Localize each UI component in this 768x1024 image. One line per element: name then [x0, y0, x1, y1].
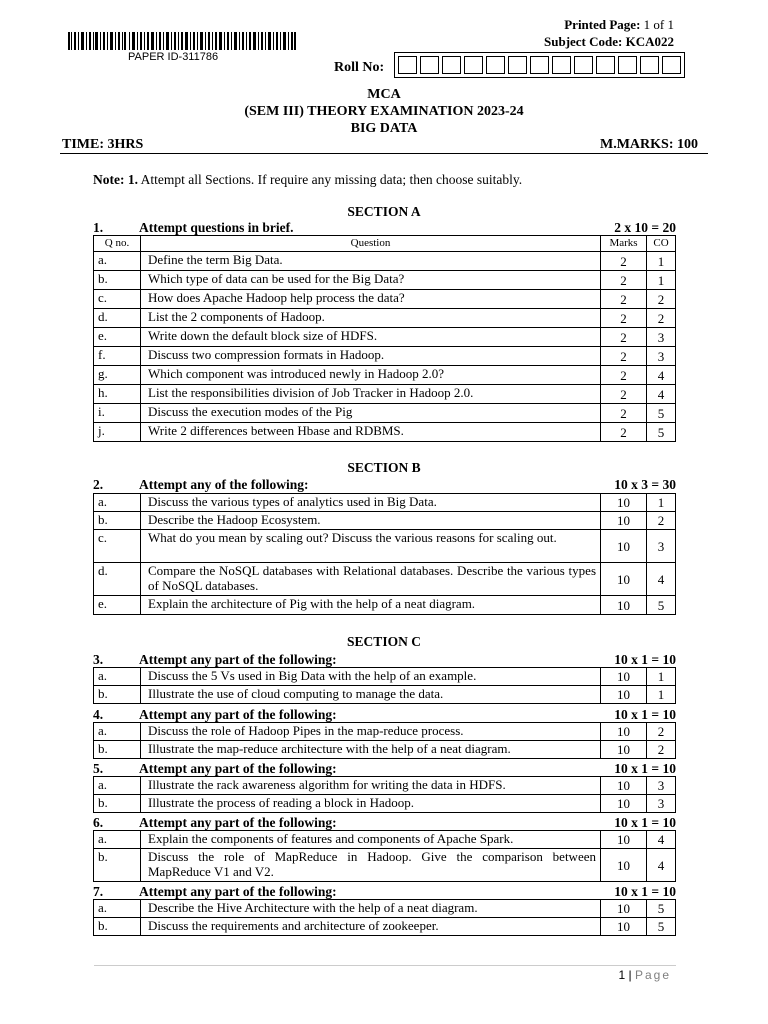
question-part: c.	[94, 290, 141, 309]
question-part-marks: 10	[601, 900, 647, 918]
roll-no-box[interactable]	[596, 56, 615, 74]
course-outcome: 2	[647, 741, 676, 759]
question-table	[93, 493, 676, 615]
subject-code-value: KCA022	[625, 34, 674, 49]
question-heading	[93, 477, 676, 493]
question-part: j.	[94, 423, 141, 442]
table-row	[94, 328, 676, 347]
column-header: Q no.	[94, 236, 141, 252]
question-text: Discuss the requirements and architecture of zookeeper.	[141, 918, 601, 936]
exam-time: TIME: 3HRS	[62, 137, 144, 152]
question-instruction: Attempt any part of the following:	[139, 815, 337, 830]
table-row	[94, 309, 676, 328]
question-part-marks: 2	[601, 347, 647, 366]
question-part: b.	[94, 512, 141, 530]
question-part: a.	[94, 831, 141, 849]
table-row	[94, 900, 676, 918]
table-row	[94, 795, 676, 813]
question-part: e.	[94, 328, 141, 347]
course-outcome: 3	[647, 347, 676, 366]
table-row	[94, 741, 676, 759]
roll-no-boxes	[394, 52, 685, 78]
question-number: 5.	[93, 761, 104, 776]
question-part-marks: 10	[601, 563, 647, 596]
question-part-marks: 10	[601, 849, 647, 882]
question-text: What do you mean by scaling out? Discuss the various reasons for scaling out.	[141, 530, 601, 563]
question-instruction: Attempt any part of the following:	[139, 761, 337, 776]
roll-no-box[interactable]	[464, 56, 483, 74]
question-instruction: Attempt any of the following:	[139, 477, 309, 492]
question-number: 3.	[93, 652, 104, 667]
question-number: 6.	[93, 815, 104, 830]
question-part-marks: 2	[601, 404, 647, 423]
question-part: b.	[94, 795, 141, 813]
question-text: How does Apache Hadoop help process the data?	[141, 290, 601, 309]
course-outcome: 4	[647, 831, 676, 849]
question-heading	[93, 652, 676, 668]
table-row	[94, 385, 676, 404]
question-part-marks: 10	[601, 918, 647, 936]
question-part-marks: 10	[601, 795, 647, 813]
question-part-marks: 10	[601, 777, 647, 795]
note-number: 1.	[127, 172, 138, 187]
roll-no-box[interactable]	[640, 56, 659, 74]
footer-separator: |	[628, 968, 632, 982]
question-instruction: Attempt any part of the following:	[139, 652, 337, 667]
course-outcome: 5	[647, 404, 676, 423]
question-part-marks: 10	[601, 512, 647, 530]
question-part-marks: 2	[601, 271, 647, 290]
question-part: g.	[94, 366, 141, 385]
table-row	[94, 290, 676, 309]
course-outcome: 4	[647, 563, 676, 596]
question-part-marks: 2	[601, 290, 647, 309]
question-heading	[93, 220, 676, 236]
question-part: d.	[94, 563, 141, 596]
question-part: e.	[94, 596, 141, 615]
question-text: Illustrate the map-reduce architecture with the help of a neat diagram.	[141, 741, 601, 759]
question-text: Describe the Hive Architecture with the help of a neat diagram.	[141, 900, 601, 918]
section-title: SECTION B	[347, 460, 421, 475]
question-part: a.	[94, 723, 141, 741]
course-outcome: 1	[647, 668, 676, 686]
printed-page-value: 1 of 1	[643, 17, 674, 32]
course-outcome: 4	[647, 849, 676, 882]
question-text: Discuss two compression formats in Hadoop.	[141, 347, 601, 366]
footer-page-label: Page	[634, 968, 671, 982]
roll-no-box[interactable]	[618, 56, 637, 74]
question-heading	[93, 761, 676, 777]
course-title: MCA	[367, 87, 401, 102]
footer-page-number: 1	[618, 968, 626, 982]
question-part-marks: 10	[601, 831, 647, 849]
column-header: Question	[141, 236, 601, 252]
course-outcome: 3	[647, 795, 676, 813]
roll-no-box[interactable]	[508, 56, 527, 74]
question-marks: 10 x 1 = 10	[614, 761, 676, 776]
question-text: Discuss the various types of analytics used in Big Data.	[141, 494, 601, 512]
course-outcome: 1	[647, 686, 676, 704]
question-text: Explain the components of features and components of Apache Spark.	[141, 831, 601, 849]
question-text: Discuss the execution modes of the Pig	[141, 404, 601, 423]
table-row	[94, 530, 676, 563]
question-text: Compare the NoSQL databases with Relational databases. Describe the various types of NoSQL databases.	[141, 563, 601, 596]
question-text: Discuss the role of Hadoop Pipes in the map-reduce process.	[141, 723, 601, 741]
question-part-marks: 2	[601, 385, 647, 404]
note-label: Note:	[93, 172, 125, 187]
course-outcome: 5	[647, 596, 676, 615]
table-row	[94, 723, 676, 741]
table-row	[94, 777, 676, 795]
course-outcome: 2	[647, 723, 676, 741]
question-instruction: Attempt questions in brief.	[139, 220, 294, 235]
question-part-marks: 10	[601, 494, 647, 512]
roll-no-box[interactable]	[574, 56, 593, 74]
question-heading	[93, 815, 676, 831]
question-text: Describe the Hadoop Ecosystem.	[141, 512, 601, 530]
question-part: a.	[94, 494, 141, 512]
course-outcome: 2	[647, 290, 676, 309]
table-row	[94, 366, 676, 385]
roll-no-box[interactable]	[552, 56, 571, 74]
course-outcome: 1	[647, 271, 676, 290]
question-text: Illustrate the process of reading a block in Hadoop.	[141, 795, 601, 813]
question-part: h.	[94, 385, 141, 404]
question-instruction: Attempt any part of the following:	[139, 884, 337, 899]
question-marks: 10 x 3 = 30	[614, 477, 676, 492]
question-text: Explain the architecture of Pig with the help of a neat diagram.	[141, 596, 601, 615]
question-part: f.	[94, 347, 141, 366]
subject-code	[544, 34, 674, 50]
question-text: Discuss the 5 Vs used in Big Data with the help of an example.	[141, 668, 601, 686]
page-footer	[618, 968, 671, 982]
question-table	[93, 235, 676, 442]
question-part: b.	[94, 849, 141, 882]
question-marks: 10 x 1 = 10	[614, 884, 676, 899]
question-marks: 10 x 1 = 10	[614, 815, 676, 830]
question-text: Discuss the role of MapReduce in Hadoop. Give the comparison between MapReduce V1 and V2.	[141, 849, 601, 882]
question-part: a.	[94, 900, 141, 918]
question-text: Define the term Big Data.	[141, 252, 601, 271]
table-row	[94, 347, 676, 366]
question-text: Illustrate the rack awareness algorithm for writing the data in HDFS.	[141, 777, 601, 795]
section-title: SECTION A	[347, 204, 421, 219]
question-text: Write 2 differences between Hbase and RDBMS.	[141, 423, 601, 442]
barcode-image	[68, 32, 296, 50]
question-part-marks: 2	[601, 366, 647, 385]
course-outcome: 2	[647, 512, 676, 530]
printed-page-label: Printed Page:	[564, 17, 641, 32]
question-number: 1.	[93, 220, 104, 235]
course-outcome: 4	[647, 366, 676, 385]
table-row	[94, 423, 676, 442]
header-rule	[60, 153, 708, 154]
question-text: Illustrate the use of cloud computing to manage the data.	[141, 686, 601, 704]
table-row	[94, 512, 676, 530]
question-marks: 10 x 1 = 10	[614, 652, 676, 667]
question-part: c.	[94, 530, 141, 563]
question-part-marks: 2	[601, 252, 647, 271]
table-row	[94, 849, 676, 882]
question-part-marks: 2	[601, 328, 647, 347]
question-part-marks: 10	[601, 686, 647, 704]
question-part: a.	[94, 777, 141, 795]
question-part: a.	[94, 668, 141, 686]
course-outcome: 5	[647, 918, 676, 936]
table-row	[94, 252, 676, 271]
table-row	[94, 404, 676, 423]
question-table	[93, 722, 676, 759]
subject-title: BIG DATA	[350, 121, 418, 136]
table-row	[94, 596, 676, 615]
roll-no-box[interactable]	[530, 56, 549, 74]
printed-page	[564, 17, 674, 33]
column-header: Marks	[601, 236, 647, 252]
question-number: 7.	[93, 884, 104, 899]
question-marks: 10 x 1 = 10	[614, 707, 676, 722]
course-outcome: 3	[647, 530, 676, 563]
roll-no-label: Roll No:	[334, 60, 385, 75]
note-text: Attempt all Sections. If require any missing data; then choose suitably.	[140, 172, 523, 187]
question-text: Write down the default block size of HDFS.	[141, 328, 601, 347]
question-heading	[93, 707, 676, 723]
question-part: d.	[94, 309, 141, 328]
course-outcome: 3	[647, 328, 676, 347]
table-row	[94, 686, 676, 704]
note	[93, 172, 522, 188]
table-row	[94, 831, 676, 849]
question-number: 4.	[93, 707, 104, 722]
footer-rule	[94, 965, 676, 966]
section-title: SECTION C	[347, 634, 421, 649]
question-part: a.	[94, 252, 141, 271]
question-table	[93, 667, 676, 704]
question-part: b.	[94, 271, 141, 290]
question-part: i.	[94, 404, 141, 423]
question-table	[93, 776, 676, 813]
question-part: b.	[94, 741, 141, 759]
question-table	[93, 830, 676, 882]
question-part-marks: 10	[601, 741, 647, 759]
question-part-marks: 10	[601, 530, 647, 563]
question-part-marks: 2	[601, 309, 647, 328]
question-marks: 2 x 10 = 20	[614, 220, 676, 235]
roll-no-box[interactable]	[442, 56, 461, 74]
course-outcome: 4	[647, 385, 676, 404]
course-outcome: 1	[647, 252, 676, 271]
table-row	[94, 563, 676, 596]
roll-no-box[interactable]	[662, 56, 681, 74]
table-row	[94, 668, 676, 686]
question-instruction: Attempt any part of the following:	[139, 707, 337, 722]
roll-no-box[interactable]	[486, 56, 505, 74]
question-text: Which component was introduced newly in Hadoop 2.0?	[141, 366, 601, 385]
course-outcome: 1	[647, 494, 676, 512]
column-header: CO	[647, 236, 676, 252]
subject-code-label: Subject Code:	[544, 34, 623, 49]
exam-title: (SEM III) THEORY EXAMINATION 2023-24	[244, 104, 524, 119]
course-outcome: 5	[647, 900, 676, 918]
table-row	[94, 918, 676, 936]
question-text: Which type of data can be used for the Big Data?	[141, 271, 601, 290]
table-row	[94, 271, 676, 290]
question-part: b.	[94, 686, 141, 704]
question-heading	[93, 884, 676, 900]
roll-no-box[interactable]	[420, 56, 439, 74]
table-header-row	[94, 236, 676, 252]
question-part: b.	[94, 918, 141, 936]
question-part-marks: 10	[601, 596, 647, 615]
question-part-marks: 10	[601, 723, 647, 741]
question-text: List the responsibilities division of Job Tracker in Hadoop 2.0.	[141, 385, 601, 404]
table-row	[94, 494, 676, 512]
course-outcome: 2	[647, 309, 676, 328]
question-table	[93, 899, 676, 936]
paper-id: PAPER ID-311786	[128, 51, 219, 63]
question-part-marks: 2	[601, 423, 647, 442]
question-number: 2.	[93, 477, 104, 492]
question-part-marks: 10	[601, 668, 647, 686]
course-outcome: 5	[647, 423, 676, 442]
roll-no-box[interactable]	[398, 56, 417, 74]
max-marks: M.MARKS: 100	[600, 137, 698, 152]
question-text: List the 2 components of Hadoop.	[141, 309, 601, 328]
course-outcome: 3	[647, 777, 676, 795]
